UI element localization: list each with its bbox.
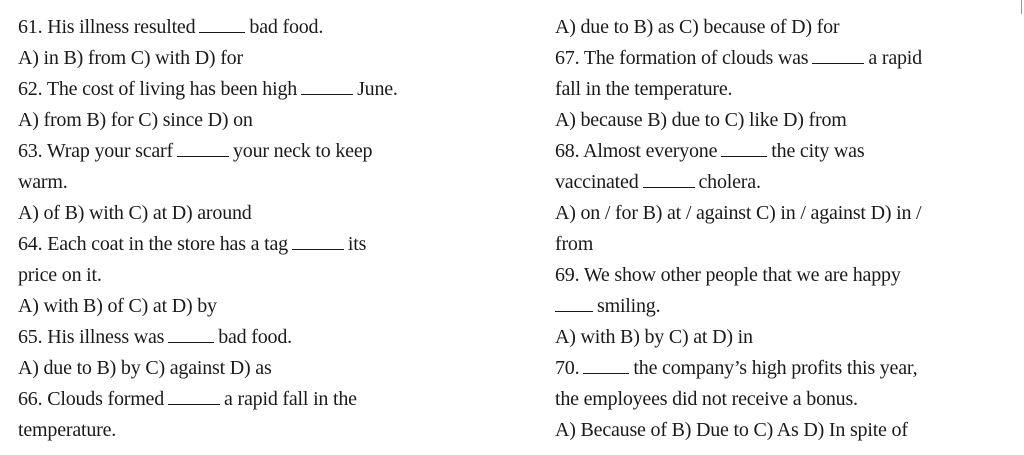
question-text: 65. His illness was xyxy=(18,326,165,348)
question-text: 64. Each coat in the store has a tag xyxy=(18,233,288,255)
question-text: vaccinated xyxy=(555,171,639,193)
options-67: A) because B) due to C) like D) from xyxy=(555,109,847,131)
answer-blank xyxy=(168,388,220,405)
right-column xyxy=(555,12,1015,446)
page-edge-mark xyxy=(1021,0,1022,14)
question-65 xyxy=(18,322,518,353)
question-text: the company’s high profits this year, xyxy=(633,357,918,379)
question-62 xyxy=(18,74,518,105)
left-column xyxy=(18,12,518,446)
options-65: A) due to B) by C) against D) as xyxy=(18,357,272,379)
question-text: June. xyxy=(357,78,398,100)
options-63: A) of B) with C) at D) around xyxy=(18,202,252,224)
answer-blank xyxy=(721,140,767,157)
options-68-cont: from xyxy=(555,233,594,255)
question-68-cont xyxy=(555,167,1015,198)
question-61 xyxy=(18,12,518,43)
question-63 xyxy=(18,136,518,167)
question-text: cholera. xyxy=(698,171,761,193)
question-text: 63. Wrap your scarf xyxy=(18,140,173,162)
question-text: 70. xyxy=(555,357,580,379)
question-text: the city was xyxy=(771,140,865,162)
question-68 xyxy=(555,136,1015,167)
answer-blank xyxy=(301,78,353,95)
answer-blank xyxy=(177,140,229,157)
question-text: its xyxy=(347,233,367,255)
answer-blank xyxy=(812,47,864,64)
question-66-cont: temperature. xyxy=(18,419,117,441)
question-text: bad food. xyxy=(249,16,324,38)
question-text: a rapid xyxy=(868,47,922,69)
question-67-cont: fall in the temperature. xyxy=(555,78,733,100)
question-text: 61. His illness resulted xyxy=(18,16,196,38)
question-text: 68. Almost everyone xyxy=(555,140,718,162)
options-62: A) from B) for C) since D) on xyxy=(18,109,253,131)
question-70-cont: the employees did not receive a bonus. xyxy=(555,388,858,410)
question-67 xyxy=(555,43,1015,74)
question-text: 67. The formation of clouds was xyxy=(555,47,809,69)
answer-blank xyxy=(643,171,695,188)
question-text: 66. Clouds formed xyxy=(18,388,165,410)
options-68: A) on / for B) at / against C) in / against D) in / xyxy=(555,202,922,224)
answer-blank xyxy=(168,326,214,343)
question-text: your neck to keep xyxy=(232,140,373,162)
answer-blank xyxy=(555,295,593,312)
options-69: A) with B) by C) at D) in xyxy=(555,326,753,348)
options-61: A) in B) from C) with D) for xyxy=(18,47,243,69)
question-63-cont: warm. xyxy=(18,171,68,193)
question-69-cont xyxy=(555,291,1015,322)
question-text: bad food. xyxy=(218,326,292,348)
question-66 xyxy=(18,384,518,415)
question-69: 69. We show other people that we are happy xyxy=(555,264,901,286)
answer-blank xyxy=(292,233,344,250)
answer-blank xyxy=(199,16,245,33)
question-text: 62. The cost of living has been high xyxy=(18,78,298,100)
options-70: A) Because of B) Due to C) As D) In spite of xyxy=(555,419,908,441)
question-text: smiling. xyxy=(597,295,661,317)
question-64-cont: price on it. xyxy=(18,264,102,286)
options-64: A) with B) of C) at D) by xyxy=(18,295,217,317)
question-text: a rapid fall in the xyxy=(224,388,357,410)
question-64 xyxy=(18,229,518,260)
answer-blank xyxy=(583,357,629,374)
options-66: A) due to B) as C) because of D) for xyxy=(555,16,840,38)
question-70 xyxy=(555,353,1015,384)
